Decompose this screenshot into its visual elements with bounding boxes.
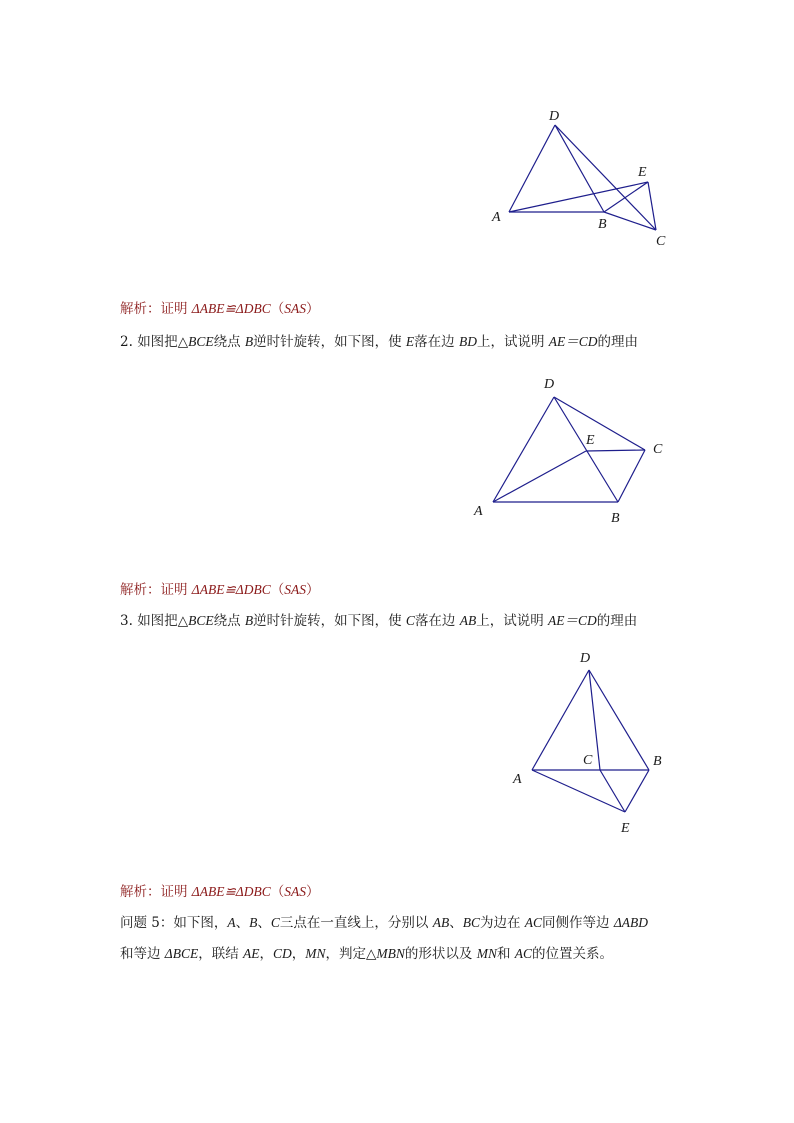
label-A: A [492,210,501,225]
paren-open: （ [270,301,285,317]
figure-2 [460,370,690,530]
question-2 [120,333,638,351]
q2-text-1: 如图把 [137,334,178,350]
p5-l2-text-1: 和等边 [120,946,165,962]
label-D: D [549,109,560,124]
label-E: E [638,165,647,180]
label-C: C [653,442,663,457]
sas-text: SAS [284,301,306,316]
p5-l1-math-3: C [270,915,280,930]
p5-l2-math-6: MN [476,946,497,961]
p5-l1-text-7: 同侧作等边 [542,915,614,931]
p5-l2-math-1: ΔBCE [164,946,199,961]
label-E: E [621,821,630,836]
q2-text-6: 的理由 [597,334,639,350]
analysis-label: 解析：证明 [120,884,192,900]
paren-open: （ [270,582,285,598]
question-number: 3. [120,613,133,629]
p5-l2-math-3: CD [273,946,292,961]
q2-text-4: 落在边 [414,334,459,350]
q2-text-3: 逆时针旋转，如下图，使 [253,334,406,350]
analysis-1 [120,300,319,318]
analysis-2 [120,581,319,599]
figure-1-lines [509,125,656,230]
analysis-label: 解析：证明 [120,301,192,317]
label-E: E [586,433,595,448]
q3-math-5: AE＝CD [548,613,597,628]
label-C: C [656,234,666,249]
q3-math-4: AB [459,613,477,628]
p5-l2-text-6: 的形状以及 [404,946,477,962]
p5-l2-text-8: 的位置关系。 [532,946,614,962]
q3-text-5: 上，试说明 [476,613,549,629]
p5-l2-text-7: 和 [496,946,515,962]
p5-l1-text-2: 、 [235,915,250,931]
analysis-label: 解析：证明 [120,582,192,598]
label-B: B [611,511,620,526]
p5-l1-text-4: 三点在一直线上，分别以 [279,915,433,931]
paren-close: ） [305,884,320,900]
q2-text-5: 上，试说明 [476,334,549,350]
q3-math-1: △BCE [177,613,214,628]
p5-l1-text-6: 为边在 [479,915,525,931]
p5-l1-text-3: 、 [257,915,271,931]
label-C: C [583,753,593,768]
q3-text-4: 落在边 [414,613,460,629]
p5-l2-text-5: ，判定 [325,946,367,962]
q2-math-2: B [244,334,254,349]
question-3 [120,612,637,630]
p5-l1-math-5: BC [462,915,480,930]
q3-text-2: 绕点 [213,613,245,629]
analysis-math: ΔABE≌ΔDBC [191,582,271,597]
q3-math-3: C [405,613,415,628]
p5-l2-math-4: MN [305,946,326,961]
p5-l1-math-7: ΔABD [613,915,648,930]
p5-l2-math-5: △MBN [366,946,405,961]
p5-l2-text-2: ，联结 [198,946,244,962]
q3-text-6: 的理由 [596,613,638,629]
p5-l2-text-3: ， [259,946,274,962]
q3-math-2: B [244,613,254,628]
p5-l1-math-6: AC [524,915,543,930]
paren-open: （ [270,884,285,900]
label-A: A [513,772,522,787]
paren-close: ） [305,301,320,317]
p5-l2-text-4: ， [291,946,306,962]
p5-l1-math-1: A [227,915,236,930]
figure-1 [480,100,700,260]
q3-text-3: 逆时针旋转，如下图，使 [253,613,406,629]
problem-5-line-2 [120,945,613,963]
sas-text: SAS [284,582,306,597]
figure-3 [500,640,690,840]
p5-l2-math-7: AC [514,946,533,961]
figure-2-lines [493,397,645,502]
question-number: 2. [120,334,133,350]
p5-l1-math-4: AB [432,915,450,930]
label-A: A [474,504,483,519]
analysis-math: ΔABE≌ΔDBC [191,301,271,316]
label-D: D [580,651,591,666]
analysis-math: ΔABE≌ΔDBC [191,884,271,899]
sas-text: SAS [284,884,306,899]
p5-l1-math-2: B [249,915,258,930]
q2-text-2: 绕点 [213,334,245,350]
p5-l2-math-2: AE [243,946,260,961]
p5-l1-text-5: 、 [449,915,463,931]
label-B: B [598,217,607,232]
q2-math-5: AE＝CD [548,334,598,349]
figure-3-lines [532,670,649,812]
q3-text-1: 如图把 [137,613,178,629]
q2-math-3: E [405,334,415,349]
q2-math-1: △BCE [177,334,214,349]
paren-close: ） [305,582,320,598]
p5-l1-text-1: 问题 5：如下图， [120,915,228,931]
q2-math-4: BD [458,334,477,349]
problem-5-line-1 [120,914,648,932]
label-B: B [653,754,662,769]
label-D: D [544,377,555,392]
analysis-3 [120,883,319,901]
